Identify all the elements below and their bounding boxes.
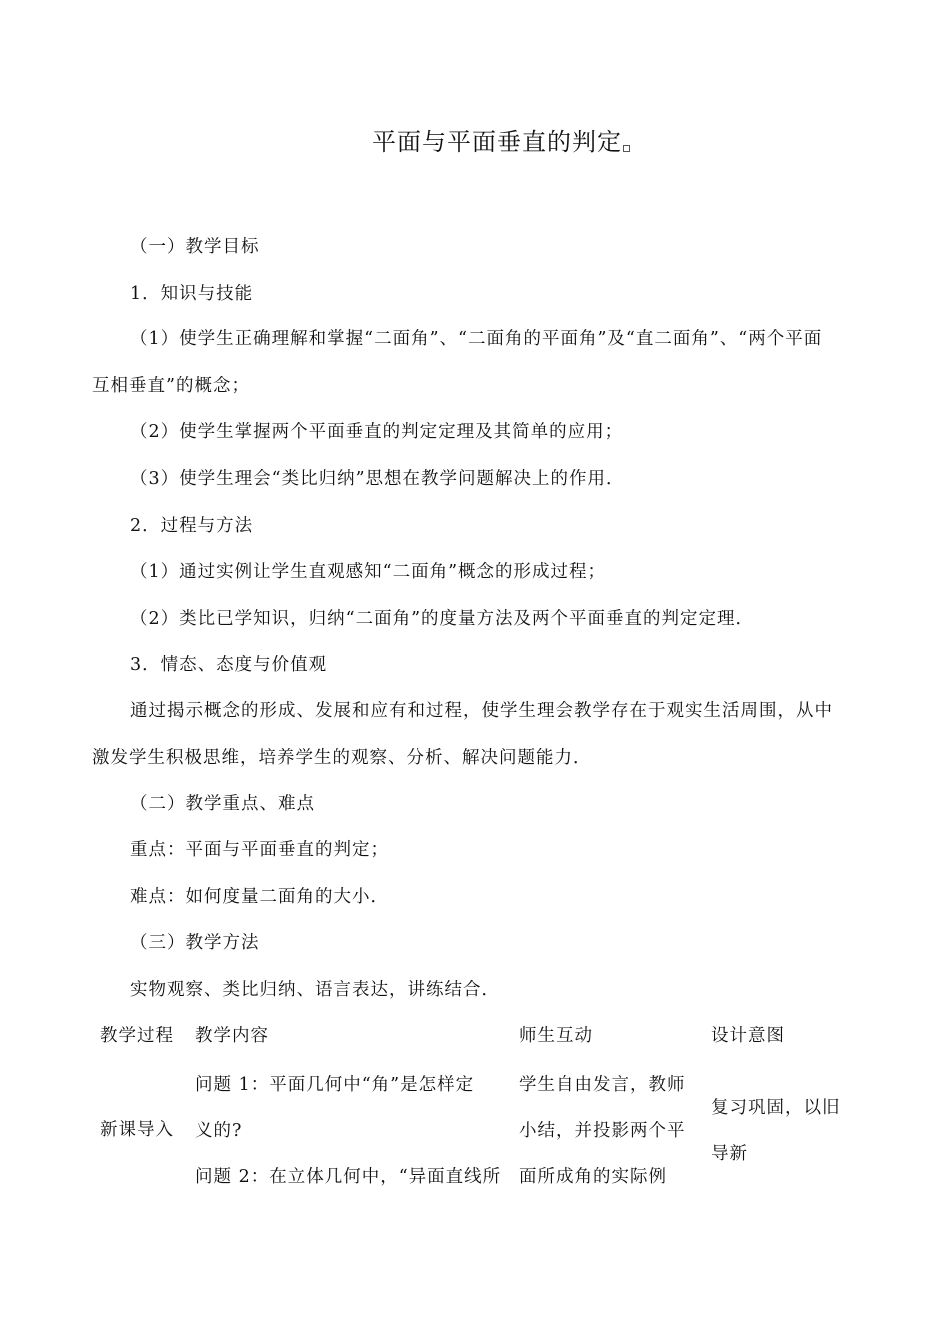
table-header-content: 教学内容 — [195, 1026, 269, 1046]
section-heading-objectives: （一）教学目标 — [130, 237, 260, 257]
table-header-intent: 设计意图 — [711, 1026, 785, 1046]
paragraph-line: （3）使学生理会“类比归纳”思想在教学问题解决上的作用． — [130, 469, 625, 489]
paragraph-mark-icon — [623, 145, 630, 152]
paragraph-line: （1）使学生正确理解和掌握“二面角”、“二面角的平面角”及“直二面角”、“两个平面 — [130, 329, 823, 349]
table-cell-interaction-line: 小结，并投影两个平 — [519, 1121, 686, 1141]
paragraph-line: 互相垂直”的概念； — [92, 376, 250, 396]
paragraph-line: 实物观察、类比归纳、语言表达，讲练结合． — [130, 980, 500, 1000]
paragraph-line: （2）使学生掌握两个平面垂直的判定定理及其简单的应用； — [130, 422, 624, 442]
paragraph-line: 激发学生积极思维，培养学生的观察、分析、解决问题能力． — [92, 748, 592, 768]
table-header-interaction: 师生互动 — [519, 1026, 593, 1046]
table-cell-interaction-line: 学生自由发言，教师 — [519, 1075, 686, 1095]
table-cell-stage: 新课导入 — [100, 1120, 174, 1140]
table-cell-intent-line: 导新 — [711, 1144, 748, 1164]
document-title — [0, 122, 950, 157]
table-cell-content-line: 义的? — [195, 1121, 243, 1141]
table-cell-interaction-line: 面所成角的实际例 — [519, 1167, 667, 1187]
table-cell-content-line: 问题 1：平面几何中“角”是怎样定 — [195, 1075, 475, 1095]
table-header-stage: 教学过程 — [100, 1026, 174, 1046]
paragraph-line: （2）类比已学知识，归纳“二面角”的度量方法及两个平面垂直的判定定理． — [130, 609, 755, 629]
paragraph-line: 重点：平面与平面垂直的判定； — [130, 840, 389, 860]
paragraph-line: 难点：如何度量二面角的大小． — [130, 887, 389, 907]
subsection-knowledge-skills: 1．知识与技能 — [130, 284, 254, 304]
section-heading-key-points: （二）教学重点、难点 — [130, 794, 315, 814]
title-text: 平面与平面垂直的判定 — [372, 128, 622, 156]
subsection-process-method: 2．过程与方法 — [130, 516, 254, 536]
paragraph-line: 通过揭示概念的形成、发展和应有和过程，使学生理会教学存在于观实生活周围，从中 — [130, 701, 833, 721]
paragraph-line: （1）通过实例让学生直观感知“二面角”概念的形成过程； — [130, 562, 607, 582]
table-cell-intent-line: 复习巩固，以旧 — [711, 1098, 841, 1118]
subsection-attitude-values: 3．情态、态度与价值观 — [130, 655, 328, 675]
section-heading-methods: （三）教学方法 — [130, 933, 260, 953]
table-cell-content-line: 问题 2：在立体几何中，“异面直线所 — [195, 1167, 502, 1187]
